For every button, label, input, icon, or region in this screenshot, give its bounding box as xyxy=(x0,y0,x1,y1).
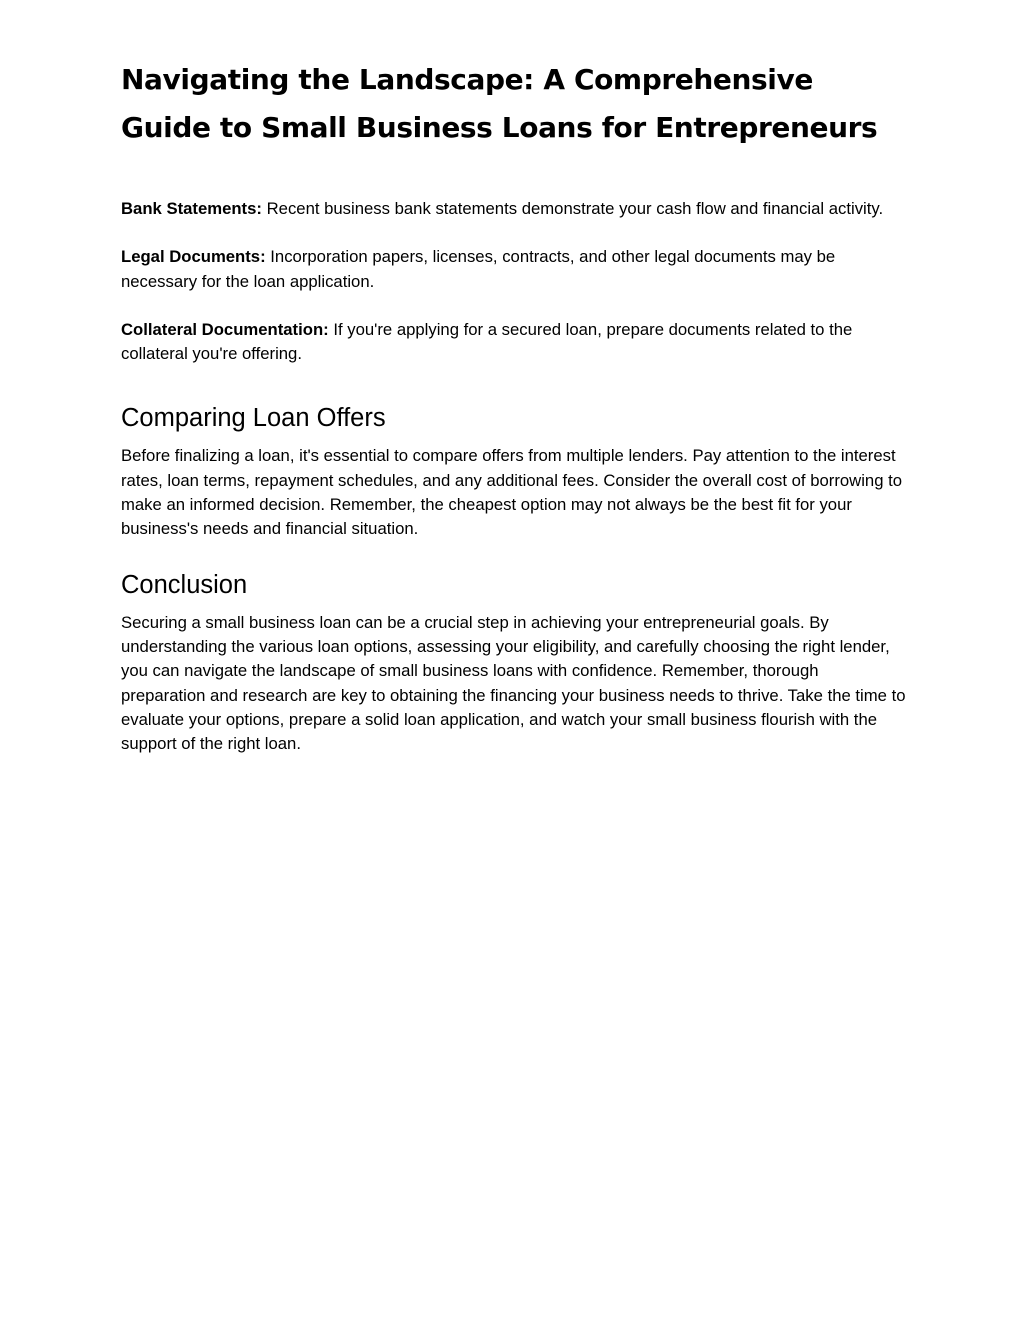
section-comparing-loan-offers xyxy=(121,402,906,541)
definition-term: Collateral Documentation: xyxy=(121,319,329,339)
definition-text: Recent business bank statements demonstrate your cash flow and financial activity. xyxy=(266,199,884,218)
document-page xyxy=(121,56,906,756)
definition-term: Legal Documents: xyxy=(121,247,266,267)
document-title: Navigating the Landscape: A Comprehensive Guide to Small Business Loans for Entrepreneurs xyxy=(121,63,878,144)
section-conclusion xyxy=(121,569,906,757)
definition-list xyxy=(121,197,906,366)
definition-text: Incorporation papers, licenses, contracts, and other legal documents may be necessary for the loan application. xyxy=(121,247,836,291)
definition-term: Bank Statements: xyxy=(121,199,262,218)
section-body: Securing a small business loan can be a crucial step in achieving your entrepreneurial goals. By understanding the various loan options, assessing your eligibility, and carefully choosing the right lender, you can navigate the landscape of small business loans with confidence. Remember, thorough preparation and research are key to obtaining the financing your business needs to thrive. Take the time to evaluate your options, prepare a solid loan application, and watch your small business flourish with the support of the right loan. xyxy=(121,612,906,754)
definition-legal-documents xyxy=(121,245,906,294)
section-body: Before finalizing a loan, it's essential to compare offers from multiple lenders. Pay attention to the interest rates, loan terms, repayment schedules, and any additional fees. Consider the overall cost of borrowing to make an informed decision. Remember, the cheapest option may not always be the best fit for your business's needs and financial situation. xyxy=(121,446,903,539)
section-heading: Conclusion xyxy=(121,570,248,599)
definition-text: If you're applying for a secured loan, prepare documents related to the collateral you're offering. xyxy=(121,319,853,364)
section-heading: Comparing Loan Offers xyxy=(121,404,386,433)
definition-bank-statements xyxy=(121,197,906,221)
definition-collateral-documentation xyxy=(121,318,906,367)
